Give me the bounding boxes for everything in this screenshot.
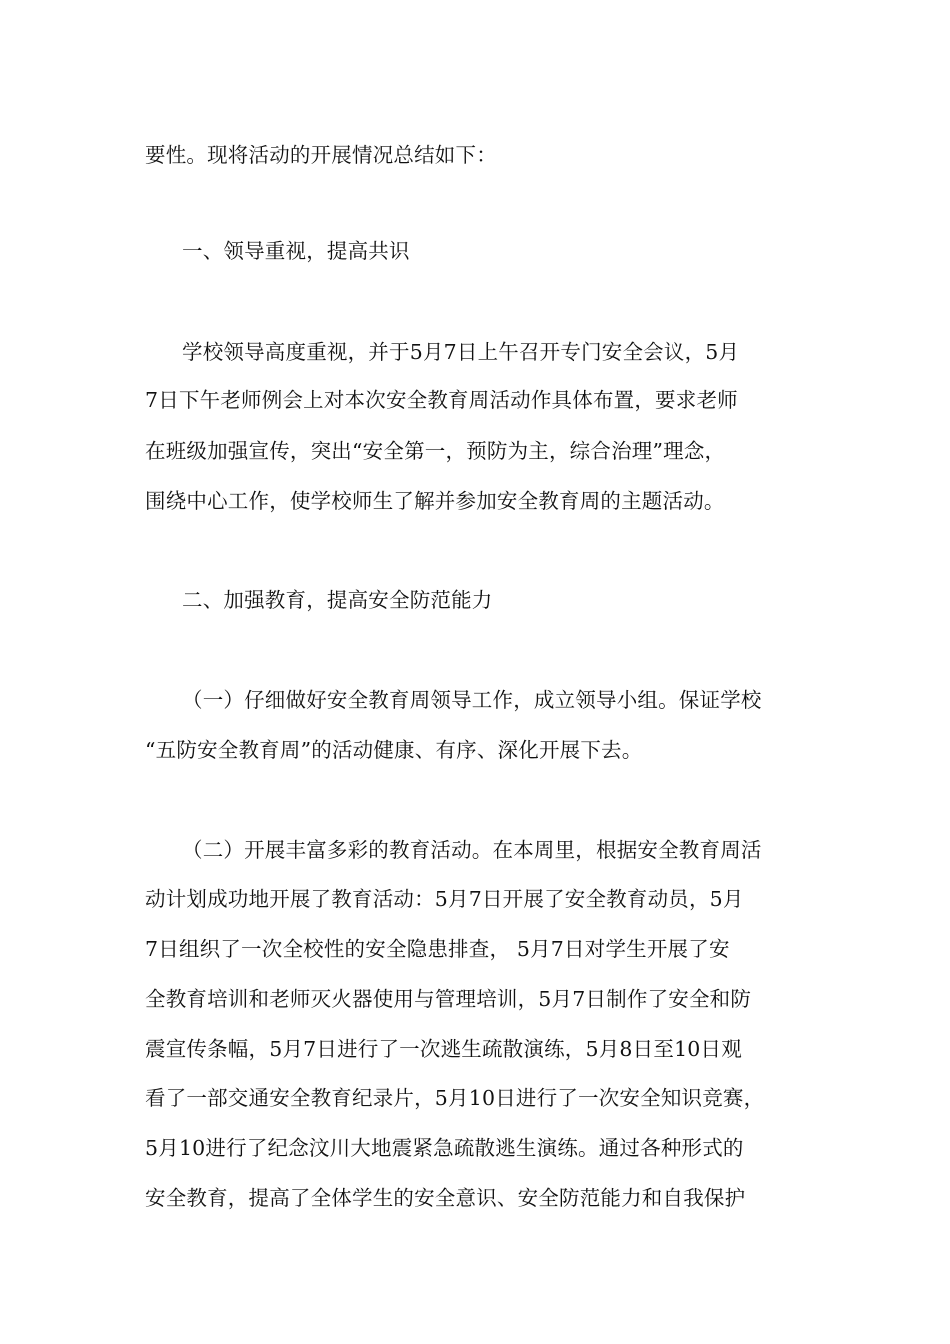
paragraph-line: 7日下午老师例会上对本次安全教育周活动作具体布置，要求老师 (145, 388, 738, 412)
paragraph-line: 动计划成功地开展了教育活动：5月7日开展了安全教育动员，5月 (145, 887, 744, 911)
section-heading: 二、加强教育，提高安全防范能力 (182, 588, 493, 612)
paragraph-line: 安全教育，提高了全体学生的安全意识、安全防范能力和自我保护 (145, 1186, 746, 1210)
paragraph-line: 震宣传条幅，5月7日进行了一次逃生疏散演练，5月8日至10日观 (145, 1037, 742, 1061)
paragraph-line: 看了一部交通安全教育纪录片，5月10日进行了一次安全知识竞赛， (145, 1086, 765, 1110)
paragraph-line: （一）仔细做好安全教育周领导工作，成立领导小组。保证学校 (182, 688, 762, 712)
section-heading: 一、领导重视，提高共识 (182, 239, 410, 263)
paragraph-line: 学校领导高度重视，并于5月7日上午召开专门安全会议，5月 (182, 340, 740, 364)
paragraph-line: 围绕中心工作，使学校师生了解并参加安全教育周的主题活动。 (145, 489, 725, 513)
paragraph-line: （二）开展丰富多彩的教育活动。在本周里，根据安全教育周活 (182, 838, 762, 862)
paragraph-line: 全教育培训和老师灭火器使用与管理培训，5月7日制作了安全和防 (145, 987, 752, 1011)
paragraph-line: “五防安全教育周”的活动健康、有序、深化开展下去。 (145, 738, 643, 762)
paragraph-line: 要性。现将活动的开展情况总结如下： (145, 143, 497, 167)
paragraph-line: 在班级加强宣传，突出“安全第一，预防为主，综合治理”理念， (145, 439, 726, 463)
paragraph-line: 5月10进行了纪念汶川大地震紧急疏散逃生演练。通过各种形式的 (145, 1136, 744, 1160)
paragraph-line: 7日组织了一次全校性的安全隐患排查， 5月7日对学生开展了安 (145, 937, 730, 961)
